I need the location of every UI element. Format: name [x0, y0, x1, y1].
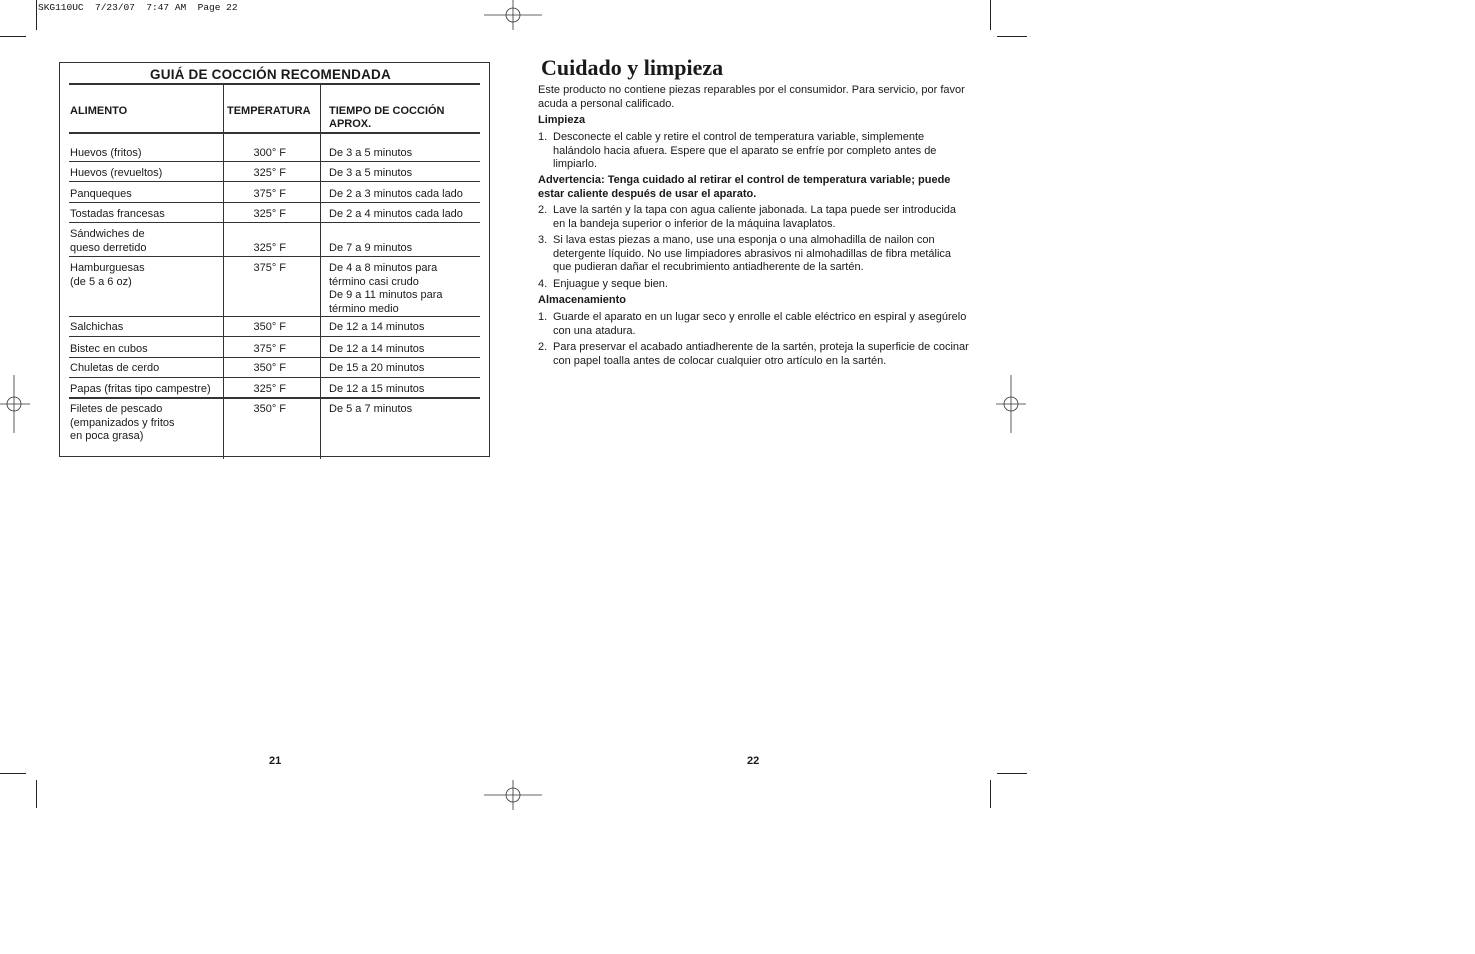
table-cell-time: De 12 a 14 minutos: [329, 321, 425, 333]
crop-mark: [990, 780, 991, 808]
table-cell-temp: 375° F: [253, 343, 286, 355]
crop-mark: [990, 0, 991, 30]
registration-mark-icon: [0, 375, 58, 433]
list-item: [538, 204, 970, 231]
cooking-guide-table: [59, 62, 490, 457]
crop-mark: [36, 0, 37, 30]
table-cell-time: De 15 a 20 minutos: [329, 362, 425, 374]
table-row-rule: [69, 357, 480, 358]
table-cell-food: Papas (fritas tipo campestre): [70, 383, 211, 395]
table-cell-food: Tostadas francesas: [70, 208, 165, 220]
table-cell-temp: 350° F: [253, 321, 286, 333]
list-item: [538, 311, 970, 338]
list-item-text: Guarde el aparato en un lugar seco y enrolle el cable eléctrico en espiral y asegúrelo con una atadura.: [553, 311, 967, 337]
table-cell-temp: 350° F: [253, 362, 286, 374]
crop-mark: [0, 36, 26, 37]
table-cell-time: De 3 a 5 minutos: [329, 147, 413, 159]
registration-mark-icon: [484, 0, 542, 58]
list-item-text: Lave la sartén y la tapa con agua caliente jabonada. La tapa puede ser introducida en la bandeja superior o inferior de la máquina lavaplatos.: [553, 204, 957, 230]
table-cell-food: Sándwiches de queso derretido: [70, 228, 147, 254]
table-cell-food: Chuletas de cerdo: [70, 362, 160, 374]
crop-mark: [0, 773, 26, 774]
table-row-rule: [69, 181, 480, 182]
table-cell-temp: 300° F: [253, 147, 286, 159]
page-number-left: 21: [269, 755, 282, 767]
page-number-right: 22: [747, 755, 760, 767]
table-cell-food: Bistec en cubos: [70, 343, 148, 355]
table-cell-food: Huevos (revueltos): [70, 167, 163, 179]
table-cell-food: Filetes de pescado (empanizados y fritos en poca grasa): [70, 403, 175, 442]
list-number: 2.: [538, 341, 548, 353]
list-number: 1.: [538, 311, 548, 323]
table-cell-time: De 5 a 7 minutos: [329, 403, 413, 415]
table-cell-temp: 325° F: [253, 167, 286, 179]
intro-paragraph: Este producto no contiene piezas reparables por el consumidor. Para servicio, por favor acuda a personal calificado.: [538, 84, 965, 110]
table-cell-time: De 2 a 4 minutos cada lado: [329, 208, 463, 220]
list-item: [538, 131, 970, 172]
table-row-rule: [69, 256, 480, 257]
list-item: [538, 278, 970, 292]
table-cell-temp: 325° F: [253, 242, 286, 254]
column-divider: [320, 84, 321, 459]
table-cell-time: De 12 a 15 minutos: [329, 383, 425, 395]
cleaning-heading: Limpieza: [538, 114, 586, 126]
printer-slug: SKG110UC 7/23/07 7:47 AM Page 22: [38, 2, 238, 13]
list-item-text: Si lava estas piezas a mano, use una esponja o una almohadilla de nailon con detergente líquido. No use limpiadores abrasivos ni almohadillas de fibra metálica que pudieran dañar el recubrimiento antiadherente de la sartén.: [553, 234, 952, 273]
list-item-text: Para preservar el acabado antiadherente de la sartén, proteja la superficie de cocinar con papel toalla antes de colocar cualquier otro artículo en la sartén.: [553, 341, 969, 367]
table-row-rule: [69, 316, 480, 317]
column-header-food: ALIMENTO: [70, 105, 128, 117]
table-cell-temp: 325° F: [253, 208, 286, 220]
crop-mark: [997, 773, 1027, 774]
crop-mark: [36, 780, 37, 808]
table-row-rule: [69, 397, 480, 399]
table-cell-temp: 375° F: [253, 188, 286, 200]
table-cell-temp: 375° F: [253, 262, 286, 274]
table-rule: [69, 83, 480, 85]
crop-mark: [997, 36, 1027, 37]
registration-mark-icon: [484, 766, 542, 824]
table-rule: [69, 132, 480, 134]
table-cell-temp: 325° F: [253, 383, 286, 395]
list-item-text: Desconecte el cable y retire el control de temperatura variable, simplemente halándolo hacia afuera. Espere que el aparato se enfríe por completo antes de limpiarlo.: [553, 131, 937, 170]
table-cell-time: De 2 a 3 minutos cada lado: [329, 188, 463, 200]
table-row-rule: [69, 377, 480, 378]
list-number: 3.: [538, 234, 548, 246]
table-cell-food: Salchichas: [70, 321, 124, 333]
list-number: 1.: [538, 131, 548, 143]
registration-mark-icon: [982, 375, 1040, 433]
table-cell-food: Huevos (fritos): [70, 147, 142, 159]
storage-heading: Almacenamiento: [538, 294, 627, 306]
table-cell-time: De 4 a 8 minutos para término casi crudo De 9 a 11 minutos para término medio: [329, 262, 443, 315]
table-cell-time: De 7 a 9 minutos: [329, 242, 413, 254]
list-number: 4.: [538, 278, 548, 290]
table-cell-temp: 350° F: [253, 403, 286, 415]
table-row-rule: [69, 161, 480, 162]
table-row-rule: [69, 222, 480, 223]
warning-paragraph: Advertencia: Tenga cuidado al retirar el control de temperatura variable; puede estar caliente después de usar el aparato.: [538, 174, 951, 200]
table-title: GUIÁ DE COCCIÓN RECOMENDADA: [150, 67, 391, 82]
list-item-text: Enjuague y seque bien.: [553, 278, 668, 290]
page-title: Cuidado y limpieza: [541, 55, 724, 80]
table-cell-time: De 3 a 5 minutos: [329, 167, 413, 179]
table-cell-food: Hamburguesas (de 5 a 6 oz): [70, 262, 145, 288]
list-item: [538, 341, 970, 368]
table-row-rule: [69, 336, 480, 337]
list-item: [538, 234, 970, 275]
table-cell-food: Panqueques: [70, 188, 132, 200]
column-header-temperature: TEMPERATURA: [227, 105, 311, 117]
column-header-time: TIEMPO DE COCCIÓN APROX.: [329, 105, 445, 130]
table-row-rule: [69, 202, 480, 203]
table-cell-time: De 12 a 14 minutos: [329, 343, 425, 355]
list-number: 2.: [538, 204, 548, 216]
